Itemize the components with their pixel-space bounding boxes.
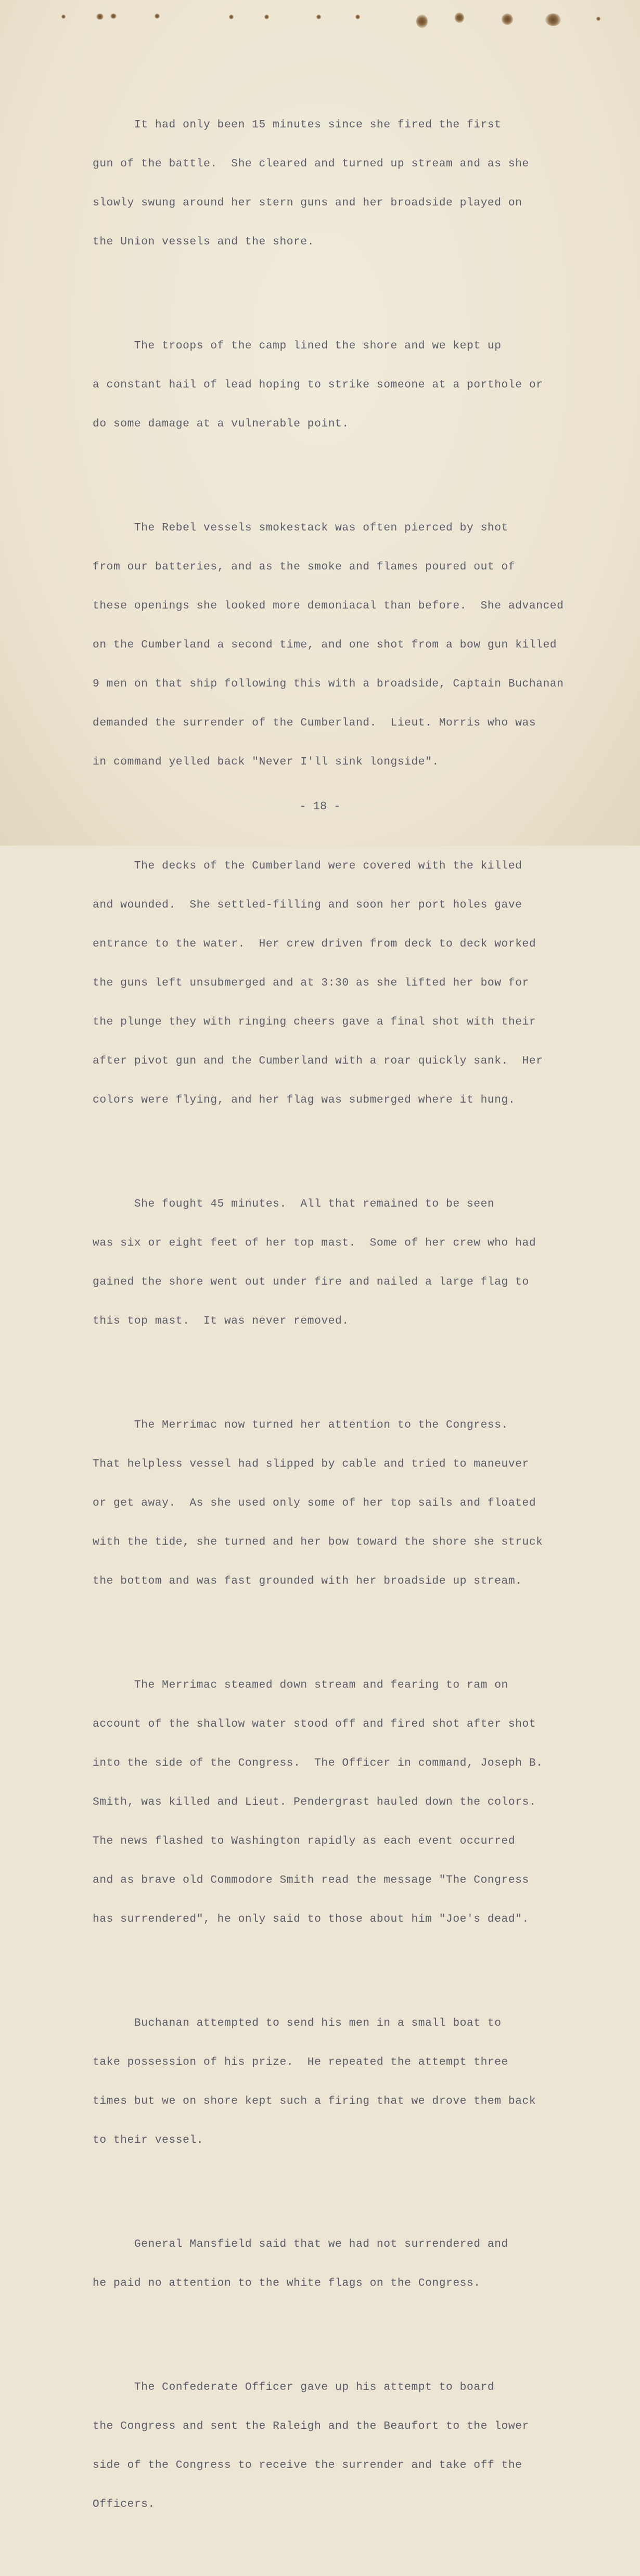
text-line: on the Cumberland a second time, and one shot from a bow gun killed [93,639,557,651]
text-line: demanded the surrender of the Cumberland. Lieut. Morris who was [93,717,536,729]
text-line: with the tide, she turned and her bow toward the shore she struck [93,1536,543,1548]
text-line: into the side of the Congress. The Officer in command, Joseph B. [93,1757,543,1769]
page-number: - 18 - [299,800,341,813]
punch-hole [155,14,160,19]
text-line: and as brave old Commodore Smith read the message "The Congress [93,1874,529,1886]
text-line: The Confederate Officer gave up his attempt to board [93,2381,495,2393]
text-line: account of the shallow water stood off and fired shot after shot [93,1718,536,1730]
paragraph [93,2355,629,2537]
text-line: The Rebel vessels smokestack was often pierced by shot [93,522,508,534]
text-line: times but we on shore kept such a firing that we drove them back [93,2095,536,2107]
text-line: General Mansfield said that we had not surrendered and [93,2238,508,2250]
text-line: and wounded. She settled-filling and soon her port holes gave [93,899,522,911]
text-line: a constant hail of lead hoping to strike someone at a porthole or [93,379,543,391]
text-line: The Merrimac now turned her attention to the Congress. [93,1419,508,1431]
paragraph [93,1172,629,1354]
text-line: was six or eight feet of her top mast. Some of her crew who had [93,1237,536,1249]
text-line: from our batteries, and as the smoke and flames poured out of [93,561,516,573]
text-line: he paid no attention to the white flags on the Congress. [93,2277,481,2289]
text-line: the Union vessels and the shore. [93,236,315,248]
paragraph [93,314,629,457]
punch-hole [316,15,321,19]
text-line: entrance to the water. Her crew driven from deck to deck worked [93,938,536,950]
paragraph [93,2212,629,2316]
punch-hole [596,17,600,21]
text-line: the Congress and sent the Raleigh and the Beaufort to the lower [93,2420,529,2432]
text-line: side of the Congress to receive the surrender and take off the [93,2459,522,2471]
paragraph [93,1393,629,1614]
text-line: these openings she looked more demoniacal than before. She advanced [93,600,564,612]
text-line: That helpless vessel had slipped by cable and tried to maneuver [93,1458,529,1470]
text-line: after pivot gun and the Cumberland with a roar quickly sank. Her [93,1055,543,1067]
text-line: the plunge they with ringing cheers gave a final shot with their [93,1016,536,1028]
text-line: or get away. As she used only some of her top sails and floated [93,1497,536,1509]
text-line: in command yelled back "Never I'll sink longside". [93,756,439,768]
text-line: The Merrimac steamed down stream and fearing to ram on [93,1679,508,1691]
text-line: the bottom and was fast grounded with her broadside up stream. [93,1575,522,1587]
punch-hole [229,15,234,19]
punch-hole [264,15,269,19]
punch-hole [61,15,66,19]
punch-holes [0,0,640,42]
text-line: colors were flying, and her flag was submerged where it hung. [93,1094,516,1106]
text-line: gained the shore went out under fire and nailed a large flag to [93,1276,529,1288]
paragraph [93,1653,629,1952]
punch-hole [355,15,360,19]
paragraph [93,834,629,1133]
text-line: this top mast. It was never removed. [93,1315,349,1327]
punch-hole [110,14,117,19]
text-line: gun of the battle. She cleared and turned up stream and as she [93,158,529,170]
text-line: Smith, was killed and Lieut. Pendergrast hauled down the colors. [93,1796,536,1808]
text-line: She fought 45 minutes. All that remained to be seen [93,1198,495,1210]
text-line: do some damage at a vulnerable point. [93,418,349,430]
text-line: The troops of the camp lined the shore and we kept up [93,340,502,352]
punch-hole [455,12,464,23]
text-line: It had only been 15 minutes since she fired the first [93,119,502,131]
text-line: to their vessel. [93,2134,204,2146]
typed-text-body [93,67,629,2576]
text-line: has surrendered", he only said to those about him "Joe's dead". [93,1913,529,1925]
text-line: Buchanan attempted to send his men in a small boat to [93,2017,502,2029]
punch-hole [96,14,104,20]
text-line: the guns left unsubmerged and at 3:30 as she lifted her bow for [93,977,529,989]
text-line: The news flashed to Washington rapidly as each event occurred [93,1835,516,1847]
text-line: take possession of his prize. He repeated the attempt three [93,2056,508,2068]
punch-hole [545,14,561,26]
punch-hole [416,15,428,28]
paragraph [93,496,629,795]
paragraph [93,1991,629,2173]
text-line: Officers. [93,2498,155,2510]
punch-hole [502,14,513,25]
text-line: 9 men on that ship following this with a broadside, Captain Buchanan [93,678,564,690]
paragraph [93,93,629,275]
text-line: The decks of the Cumberland were covered with the killed [93,860,522,872]
text-line: slowly swung around her stern guns and her broadside played on [93,197,522,209]
